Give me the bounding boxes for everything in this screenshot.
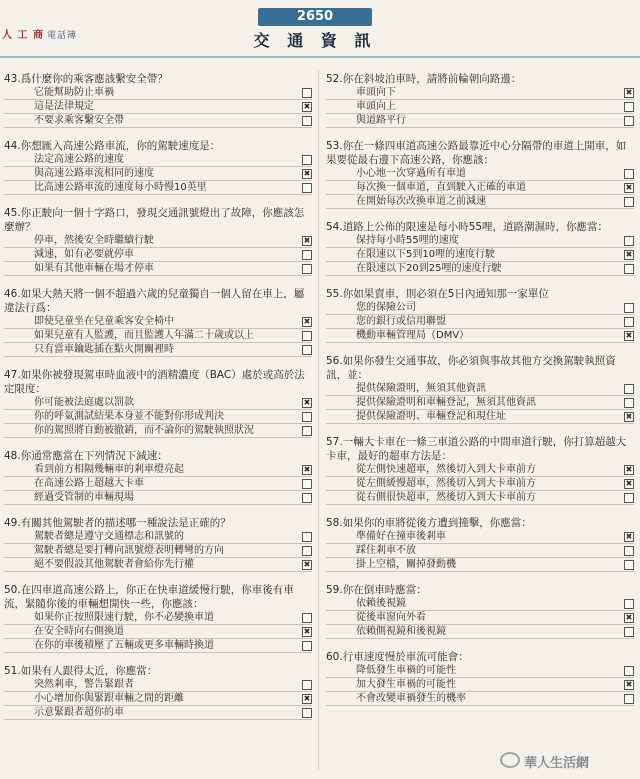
checked-box-icon bbox=[624, 250, 634, 260]
empty-checkbox-icon bbox=[302, 426, 312, 436]
answer-option bbox=[326, 678, 634, 692]
checked-box-icon bbox=[302, 694, 312, 704]
answer-option bbox=[326, 597, 634, 611]
empty-checkbox-icon bbox=[624, 546, 634, 556]
answer-label: 準備好在撞車後剎車 bbox=[356, 531, 446, 542]
question-text: 47.如果你被發現駕車時血液中的酒精濃度（BAC）處於或高於法定限度： bbox=[4, 369, 305, 395]
empty-checkbox-icon bbox=[302, 546, 312, 556]
column-divider bbox=[318, 70, 319, 770]
answer-label: 在開始每次改換車道之前減速 bbox=[356, 196, 486, 207]
question-text: 58.如果你的車將從後方遭到撞擊，你應當： bbox=[326, 517, 532, 529]
empty-checkbox-icon bbox=[624, 398, 634, 408]
question-block bbox=[4, 206, 312, 276]
answer-option bbox=[4, 692, 312, 706]
answer-option bbox=[4, 86, 312, 100]
answer-option bbox=[326, 692, 634, 706]
question-text: 51.如果有人跟得太近，你應當： bbox=[4, 665, 158, 677]
empty-checkbox-icon bbox=[302, 412, 312, 422]
answer-option bbox=[4, 234, 312, 248]
answer-label: 提供保險證明，無須其他資訊 bbox=[356, 383, 486, 394]
answer-option bbox=[4, 558, 312, 572]
question-block bbox=[4, 287, 312, 357]
empty-checkbox-icon bbox=[624, 303, 634, 313]
answer-option bbox=[326, 558, 634, 572]
checked-box-icon bbox=[624, 88, 634, 98]
answer-label: 經過受管制的車輛現場 bbox=[34, 492, 134, 503]
answer-label: 停車，然後安全時繼續行駛 bbox=[34, 235, 154, 246]
checked-box-icon bbox=[302, 169, 312, 179]
empty-checkbox-icon bbox=[302, 331, 312, 341]
checked-box-icon bbox=[624, 532, 634, 542]
answer-label: 每次換一個車道，直到駛入正確的車道 bbox=[356, 182, 526, 193]
brand-name: 人 工 商 bbox=[2, 30, 44, 41]
question-text: 44.你想匯入高速公路車流，你的駕駛速度是： bbox=[4, 140, 221, 152]
checked-box-icon bbox=[302, 317, 312, 327]
question-block bbox=[4, 449, 312, 505]
question-text: 46.如果大熱天將一個不超過六歲的兒童獨自一個人留在車上，屬違法行爲： bbox=[4, 288, 305, 314]
answer-option bbox=[4, 625, 312, 639]
question-text: 57.一輛大卡車在一條三車道公路的中間車道行駛，你打算超越大卡車，最好的超車方法是： bbox=[326, 436, 627, 462]
answer-label: 在限速以下20到25哩的速度行駛 bbox=[356, 263, 502, 274]
answer-label: 依賴側視鏡和後視鏡 bbox=[356, 626, 446, 637]
empty-checkbox-icon bbox=[624, 627, 634, 637]
empty-checkbox-icon bbox=[302, 183, 312, 193]
question-block bbox=[4, 516, 312, 572]
checked-box-icon bbox=[624, 613, 634, 623]
checked-box-icon bbox=[624, 183, 634, 193]
checked-box-icon bbox=[624, 680, 634, 690]
empty-checkbox-icon bbox=[302, 708, 312, 718]
answer-option bbox=[326, 477, 634, 491]
answer-label: 從後車窗向外看 bbox=[356, 612, 426, 623]
answer-option bbox=[326, 248, 634, 262]
brand-sub: 電話簿 bbox=[46, 31, 77, 41]
answer-option bbox=[4, 530, 312, 544]
empty-checkbox-icon bbox=[302, 532, 312, 542]
answer-label: 小心地一次穿過所有車道 bbox=[356, 168, 466, 179]
answer-option bbox=[326, 262, 634, 276]
answer-label: 從左側緩慢超車，然後切入到大卡車前方 bbox=[356, 478, 536, 489]
answer-label: 你的駕照將自動被撤銷，而不論你的駕駛執照狀況 bbox=[34, 425, 254, 436]
question-block bbox=[326, 287, 634, 343]
question-text: 43.爲什麼你的乘客應該繫安全帶？ bbox=[4, 73, 168, 85]
answer-option bbox=[4, 167, 312, 181]
answer-option bbox=[326, 410, 634, 424]
answer-label: 在你的車後積壓了五輛或更多車輛時換道 bbox=[34, 640, 214, 651]
header bbox=[0, 0, 640, 58]
empty-checkbox-icon bbox=[624, 197, 634, 207]
answer-option bbox=[326, 530, 634, 544]
empty-checkbox-icon bbox=[302, 493, 312, 503]
answer-label: 即使兒童坐在兒童乘客安全椅中 bbox=[34, 316, 174, 327]
checked-box-icon bbox=[624, 479, 634, 489]
checked-box-icon bbox=[302, 398, 312, 408]
answer-option bbox=[326, 301, 634, 315]
answer-option bbox=[4, 678, 312, 692]
answer-label: 小心增加你與緊跟車輛之間的距離 bbox=[34, 693, 184, 704]
empty-checkbox-icon bbox=[624, 493, 634, 503]
page-number: 2650 bbox=[258, 8, 372, 26]
answer-option bbox=[326, 491, 634, 505]
question-block bbox=[4, 664, 312, 720]
answer-option bbox=[4, 262, 312, 276]
answer-option bbox=[4, 491, 312, 505]
answer-label: 比高速公路車流的速度每小時慢10英里 bbox=[34, 182, 207, 193]
answer-label: 掛上空檔，關掉發動機 bbox=[356, 559, 456, 570]
answer-label: 車頭向下 bbox=[356, 87, 396, 98]
answer-option bbox=[4, 706, 312, 720]
question-block bbox=[4, 583, 312, 653]
answer-label: 從右側很快超車，然後切入到大卡車前方 bbox=[356, 492, 536, 503]
question-block bbox=[4, 368, 312, 438]
answer-option bbox=[4, 343, 312, 357]
checked-box-icon bbox=[302, 465, 312, 475]
empty-checkbox-icon bbox=[302, 264, 312, 274]
answer-option bbox=[326, 114, 634, 128]
answer-option bbox=[326, 315, 634, 329]
checked-box-icon bbox=[624, 465, 634, 475]
answer-label: 在安全時向右側換道 bbox=[34, 626, 124, 637]
answer-label: 減速，如有必要就停車 bbox=[34, 249, 134, 260]
question-block bbox=[326, 72, 634, 128]
right-column bbox=[326, 72, 634, 717]
answer-label: 不要求乘客繫安全帶 bbox=[34, 115, 124, 126]
answer-option bbox=[326, 167, 634, 181]
question-text: 49.有關其他駕駛者的描述哪一種說法是正確的？ bbox=[4, 517, 231, 529]
question-text: 50.在四車道高速公路上，你正在快車道緩慢行駛，你車後有車流，緊隨你後的車輛想開快一些，你應該： bbox=[4, 584, 294, 610]
answer-label: 如果兒童有人監護，而且監護人年滿二十歲或以上 bbox=[34, 330, 254, 341]
answer-label: 如果有其他車輛在場才停車 bbox=[34, 263, 154, 274]
answer-option bbox=[4, 463, 312, 477]
answer-label: 在限速以下5到10哩的速度行駛 bbox=[356, 249, 496, 260]
answer-label: 突然剎車，警告緊跟者 bbox=[34, 679, 134, 690]
answer-label: 車頭向上 bbox=[356, 101, 396, 112]
answer-label: 與高速公路車流相同的速度 bbox=[34, 168, 154, 179]
answer-label: 你可能被法庭處以罰款 bbox=[34, 397, 134, 408]
answer-option bbox=[326, 544, 634, 558]
answer-label: 您的保險公司 bbox=[356, 302, 416, 313]
empty-checkbox-icon bbox=[624, 666, 634, 676]
answer-option bbox=[4, 544, 312, 558]
empty-checkbox-icon bbox=[302, 250, 312, 260]
page-banner bbox=[240, 8, 390, 52]
answer-option bbox=[4, 410, 312, 424]
answer-option bbox=[326, 382, 634, 396]
empty-checkbox-icon bbox=[302, 613, 312, 623]
answer-label: 您的銀行或信用聯盟 bbox=[356, 316, 446, 327]
answer-option bbox=[4, 248, 312, 262]
question-text: 53.你在一條四車道高速公路最靠近中心分隔帶的車道上開車，如果要從最右邊下高速公路，你應該： bbox=[326, 140, 627, 166]
answer-label: 提供保險證明、車輛登記和現住址 bbox=[356, 411, 506, 422]
checked-box-icon bbox=[302, 236, 312, 246]
question-text: 52.你在斜坡泊車時，請將前輪朝向路邊： bbox=[326, 73, 522, 85]
answer-option bbox=[326, 195, 634, 209]
question-text: 59.你在倒車時應當： bbox=[326, 584, 427, 596]
answer-option bbox=[4, 315, 312, 329]
empty-checkbox-icon bbox=[624, 169, 634, 179]
answer-label: 踩住剎車不放 bbox=[356, 545, 416, 556]
answer-option bbox=[4, 611, 312, 625]
answer-option bbox=[4, 114, 312, 128]
question-block bbox=[326, 220, 634, 276]
answer-option bbox=[4, 477, 312, 491]
left-column bbox=[4, 72, 312, 731]
answer-option bbox=[326, 463, 634, 477]
question-block bbox=[326, 354, 634, 424]
answer-option bbox=[326, 181, 634, 195]
answer-option bbox=[326, 100, 634, 114]
answer-label: 從左側快速超車，然後切入到大卡車前方 bbox=[356, 464, 536, 475]
answer-option bbox=[4, 181, 312, 195]
empty-checkbox-icon bbox=[302, 155, 312, 165]
answer-label: 這是法律規定 bbox=[34, 101, 94, 112]
answer-label: 它能幫助防止車禍 bbox=[34, 87, 114, 98]
empty-checkbox-icon bbox=[624, 384, 634, 394]
page-title: 交 通 資 訊 bbox=[253, 31, 377, 50]
question-text: 56.如果你發生交通事故，你必須與事故其他方交換駕駛執照資訊，並： bbox=[326, 355, 616, 381]
brand-logo bbox=[2, 26, 77, 41]
answer-option bbox=[4, 329, 312, 343]
answer-option bbox=[326, 625, 634, 639]
answer-label: 只有當車鑰匙插在點火開關裡時 bbox=[34, 344, 174, 355]
answer-option bbox=[326, 396, 634, 410]
answer-option bbox=[326, 329, 634, 343]
wechat-icon bbox=[500, 752, 520, 768]
answer-label: 與道路平行 bbox=[356, 115, 406, 126]
empty-checkbox-icon bbox=[624, 599, 634, 609]
empty-checkbox-icon bbox=[302, 680, 312, 690]
answer-label: 法定高速公路的速度 bbox=[34, 154, 124, 165]
empty-checkbox-icon bbox=[624, 264, 634, 274]
answer-option bbox=[326, 664, 634, 678]
answer-label: 依賴後視鏡 bbox=[356, 598, 406, 609]
empty-checkbox-icon bbox=[302, 479, 312, 489]
checked-box-icon bbox=[624, 331, 634, 341]
checked-box-icon bbox=[624, 412, 634, 422]
answer-option bbox=[4, 100, 312, 114]
answer-label: 示意緊跟者超你的車 bbox=[34, 707, 124, 718]
answer-label: 機動車輛管理局（DMV） bbox=[356, 330, 470, 341]
checked-box-icon bbox=[302, 627, 312, 637]
empty-checkbox-icon bbox=[624, 102, 634, 112]
empty-checkbox-icon bbox=[302, 345, 312, 355]
answer-option bbox=[4, 396, 312, 410]
answer-option bbox=[4, 153, 312, 167]
question-block bbox=[326, 650, 634, 706]
watermark-text: 華人生活網 bbox=[524, 756, 590, 771]
answer-option bbox=[326, 86, 634, 100]
answer-option bbox=[4, 424, 312, 438]
question-text: 45.你正駛向一個十字路口，發現交通訊號燈出了故障，你應該怎麼辦？ bbox=[4, 207, 305, 233]
question-text: 54.道路上公佈的限速是每小時55哩，道路潮濕時，你應當： bbox=[326, 221, 609, 233]
question-block bbox=[326, 435, 634, 505]
checked-box-icon bbox=[302, 102, 312, 112]
answer-label: 提供保險證明和車輛登記，無須其他資訊 bbox=[356, 397, 536, 408]
answer-label: 加大發生車禍的可能性 bbox=[356, 679, 456, 690]
empty-checkbox-icon bbox=[624, 317, 634, 327]
empty-checkbox-icon bbox=[302, 641, 312, 651]
question-text: 55.你如果賣車，則必須在5日內通知那一家單位 bbox=[326, 288, 549, 300]
question-block bbox=[326, 139, 634, 209]
checked-box-icon bbox=[302, 560, 312, 570]
answer-label: 看到前方相隔幾輛車的剎車燈亮起 bbox=[34, 464, 184, 475]
answer-option bbox=[4, 639, 312, 653]
empty-checkbox-icon bbox=[624, 116, 634, 126]
question-block bbox=[4, 139, 312, 195]
empty-checkbox-icon bbox=[624, 694, 634, 704]
question-text: 48.你通常應當在下列情況下減速： bbox=[4, 450, 168, 462]
answer-label: 在高速公路上超越大卡車 bbox=[34, 478, 144, 489]
answer-label: 保持每小時55哩的速度 bbox=[356, 235, 459, 246]
answer-label: 如果你正按照限速行駛，你不必變換車道 bbox=[34, 612, 214, 623]
empty-checkbox-icon bbox=[302, 88, 312, 98]
answer-label: 降低發生車禍的可能性 bbox=[356, 665, 456, 676]
answer-label: 駕駛者總是要打轉向訊號燈表明轉彎的方向 bbox=[34, 545, 224, 556]
question-block bbox=[326, 583, 634, 639]
empty-checkbox-icon bbox=[624, 236, 634, 246]
answer-option bbox=[326, 234, 634, 248]
question-block bbox=[4, 72, 312, 128]
answer-option bbox=[326, 611, 634, 625]
empty-checkbox-icon bbox=[624, 560, 634, 570]
question-text: 60.行車速度慢於車流可能會： bbox=[326, 651, 469, 663]
question-block bbox=[326, 516, 634, 572]
answer-label: 不會改變車禍發生的機率 bbox=[356, 693, 466, 704]
answer-label: 你的呼氣測試結果本身並不能對你形成判決 bbox=[34, 411, 224, 422]
answer-label: 絕不要假設其他駕駛者會給你先行權 bbox=[34, 559, 194, 570]
empty-checkbox-icon bbox=[302, 116, 312, 126]
answer-label: 駕駛者總是遵守交通標志和訊號的 bbox=[34, 531, 184, 542]
